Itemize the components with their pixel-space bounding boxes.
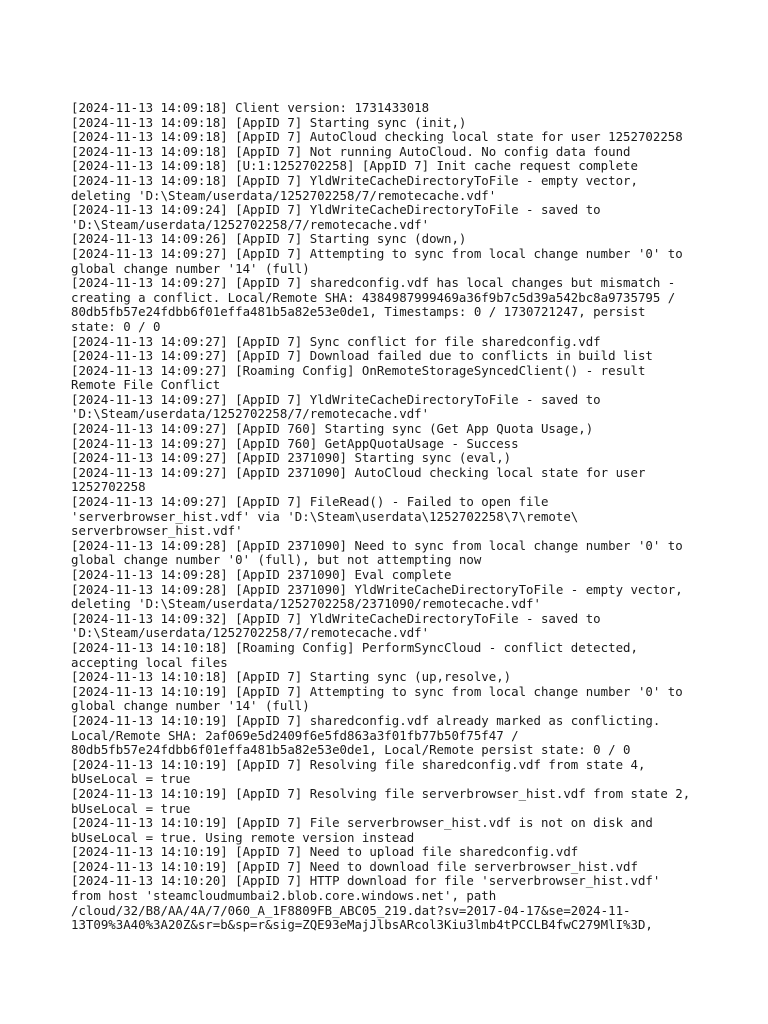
log-line: accepting local files xyxy=(71,654,228,670)
log-line: [2024-11-13 14:09:27] [AppID 7] FileRead() - Failed to open file xyxy=(71,494,549,510)
log-line: [2024-11-13 14:10:18] [AppID 7] Starting sync (up,resolve,) xyxy=(71,669,512,685)
log-line: 'D:\Steam/userdata/1252702258/7/remotecache.vdf' xyxy=(71,216,430,232)
log-line: [2024-11-13 14:10:19] [AppID 7] Resolving file sharedconfig.vdf from state 4, xyxy=(71,756,646,772)
log-line: [2024-11-13 14:09:28] [AppID 2371090] YldWriteCacheDirectoryToFile - empty vector, xyxy=(71,581,683,597)
log-line: [2024-11-13 14:09:18] [AppID 7] YldWriteCacheDirectoryToFile - empty vector, xyxy=(71,172,638,188)
log-line: 80db5fb57e24fdbb6f01effa481b5a82e53e0de1, Local/Remote persist state: 0 / 0 xyxy=(71,742,631,758)
log-line: global change number '0' (full), but not attempting now xyxy=(71,552,482,568)
log-line: 'D:\Steam/userdata/1252702258/7/remotecache.vdf' xyxy=(71,406,430,422)
log-line: [2024-11-13 14:09:32] [AppID 7] YldWriteCacheDirectoryToFile - saved to xyxy=(71,610,601,626)
log-line: [2024-11-13 14:10:18] [Roaming Config] PerformSyncCloud - conflict detected, xyxy=(71,639,638,655)
log-line: serverbrowser_hist.vdf' xyxy=(71,523,243,539)
log-text-block xyxy=(71,101,711,933)
log-line: [2024-11-13 14:09:27] [Roaming Config] OnRemoteStorageSyncedClient() - result xyxy=(71,362,646,378)
log-line: creating a conflict. Local/Remote SHA: 4384987999469a36f9b7c5d39a542bc8a9735795 / xyxy=(71,289,676,305)
log-line: [2024-11-13 14:10:19] [AppID 7] Resolving file serverbrowser_hist.vdf from state 2, xyxy=(71,785,691,801)
log-line: deleting 'D:\Steam/userdata/1252702258/7/remotecache.vdf' xyxy=(71,187,497,203)
log-line: [2024-11-13 14:10:20] [AppID 7] HTTP download for file 'serverbrowser_hist.vdf' xyxy=(71,873,661,889)
log-line: 'D:\Steam/userdata/1252702258/7/remotecache.vdf' xyxy=(71,625,430,641)
log-line: global change number '14' (full) xyxy=(71,698,310,714)
log-line: [2024-11-13 14:09:18] Client version: 1731433018 xyxy=(71,100,430,115)
log-line: [2024-11-13 14:09:27] [AppID 7] YldWriteCacheDirectoryToFile - saved to xyxy=(71,391,601,407)
log-line: [2024-11-13 14:09:27] [AppID 7] Sync conflict for file sharedconfig.vdf xyxy=(71,333,601,349)
log-line: [2024-11-13 14:10:19] [AppID 7] Attempting to sync from local change number '0' to xyxy=(71,683,683,699)
log-line: bUseLocal = true xyxy=(71,771,191,787)
log-line: [2024-11-13 14:09:28] [AppID 2371090] Eval complete xyxy=(71,567,452,582)
log-line: 1252702258 xyxy=(71,479,146,495)
log-line: [2024-11-13 14:09:18] [AppID 7] AutoCloud checking local state for user 1252702258 xyxy=(71,129,683,145)
log-line: [2024-11-13 14:10:19] [AppID 7] sharedconfig.vdf already marked as conflicting. xyxy=(71,712,661,728)
log-line: [2024-11-13 14:09:27] [AppID 7] Download failed due to conflicts in build list xyxy=(71,348,653,364)
log-line: [2024-11-13 14:09:27] [AppID 2371090] Starting sync (eval,) xyxy=(71,450,512,466)
log-line: Remote File Conflict xyxy=(71,377,221,393)
log-line: [2024-11-13 14:10:19] [AppID 7] Need to download file serverbrowser_hist.vdf xyxy=(71,858,638,874)
log-line: [2024-11-13 14:10:19] [AppID 7] Need to upload file sharedconfig.vdf xyxy=(71,844,579,860)
log-line: [2024-11-13 14:09:18] [AppID 7] Starting sync (init,) xyxy=(71,114,467,130)
log-line: Local/Remote SHA: 2af069e5d2409f6e5fd863a3f01fb77b50f75f47 / xyxy=(71,727,519,743)
log-line: [2024-11-13 14:09:27] [AppID 7] Attempting to sync from local change number '0' to xyxy=(71,245,683,261)
log-line: 13T09%3A40%3A20Z&sr=b&sp=r&sig=ZQE93eMajJlbsARcol3Kiu3lmb4tPCCLB4fwC279MlI%3D, xyxy=(71,917,653,933)
log-line: from host 'steamcloudmumbai2.blob.core.windows.net', path xyxy=(71,888,497,904)
log-line: bUseLocal = true xyxy=(71,800,191,816)
log-line: state: 0 / 0 xyxy=(71,318,161,334)
log-line: [2024-11-13 14:09:27] [AppID 2371090] AutoCloud checking local state for user xyxy=(71,464,646,480)
log-line: deleting 'D:\Steam/userdata/1252702258/2371090/remotecache.vdf' xyxy=(71,596,541,612)
log-line: 'serverbrowser_hist.vdf' via 'D:\Steam\userdata\1252702258\7\remote\ xyxy=(71,508,579,524)
log-line: [2024-11-13 14:10:19] [AppID 7] File serverbrowser_hist.vdf is not on disk and xyxy=(71,815,653,831)
log-line: bUseLocal = true. Using remote version instead xyxy=(71,829,415,845)
log-line: [2024-11-13 14:09:26] [AppID 7] Starting sync (down,) xyxy=(71,231,467,247)
log-line: global change number '14' (full) xyxy=(71,260,310,276)
log-line: [2024-11-13 14:09:27] [AppID 7] sharedconfig.vdf has local changes but mismatch - xyxy=(71,275,676,291)
log-line: [2024-11-13 14:09:27] [AppID 760] Starting sync (Get App Quota Usage,) xyxy=(71,421,594,437)
log-line: [2024-11-13 14:09:18] [AppID 7] Not running AutoCloud. No config data found xyxy=(71,143,631,159)
log-line: [2024-11-13 14:09:18] [U:1:1252702258] [AppID 7] Init cache request complete xyxy=(71,158,638,174)
log-line: /cloud/32/B8/AA/4A/7/060_A_1F8809FB_ABC05_219.dat?sv=2017-04-17&se=2024-11- xyxy=(71,902,631,918)
log-line: [2024-11-13 14:09:28] [AppID 2371090] Need to sync from local change number '0' to xyxy=(71,537,683,553)
log-line: [2024-11-13 14:09:27] [AppID 760] GetAppQuotaUsage - Success xyxy=(71,435,519,451)
log-line: 80db5fb57e24fdbb6f01effa481b5a82e53e0de1, Timestamps: 0 / 1730721247, persist xyxy=(71,304,646,320)
log-line: [2024-11-13 14:09:24] [AppID 7] YldWriteCacheDirectoryToFile - saved to xyxy=(71,202,601,218)
